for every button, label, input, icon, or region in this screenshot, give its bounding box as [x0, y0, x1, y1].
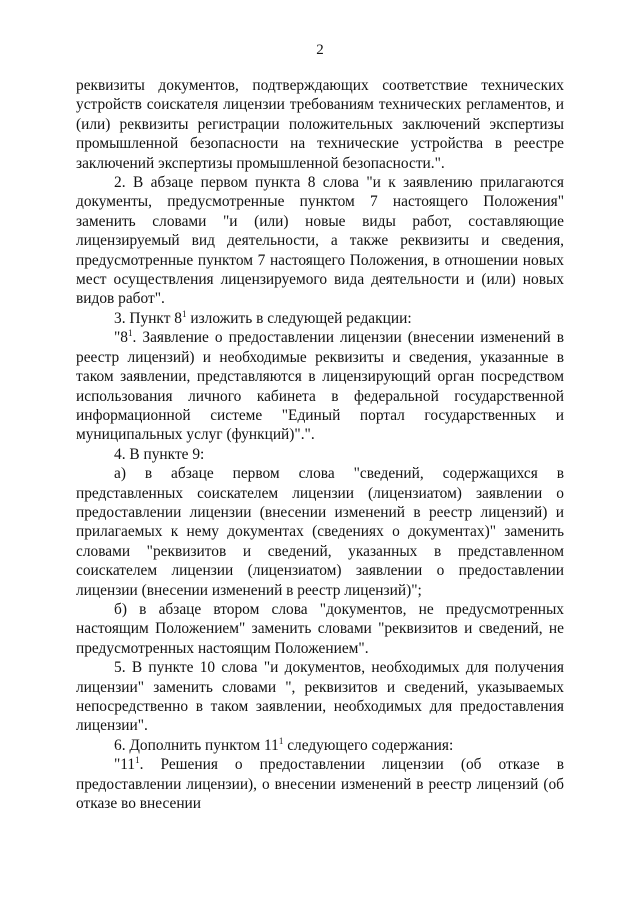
paragraph-item-4: 4. В пункте 9: [114, 445, 205, 463]
paragraph-subitem-b: б) в абзаце втором слова "документов, не предусмотренных настоящим Положением" заменить словами "реквизитов и сведений, не предусмотренных настоящим Положением". [76, 600, 564, 657]
paragraph-item-6-rest: следующего содержания: [283, 736, 454, 754]
paragraph-subitem-a: а) в абзаце первом слова "сведений, содержащихся в представленных соискателем лицензии (лицензиатом) заявлении о предоставлении лицензии (внесении изменений в реестр лицензий) и прилагаемых к нему документах (сведениях о документах)" заменить словами "реквизитов и сведений, указанных в представленном соискателем лицензии (лицензиатом) заявлении о предоставлении лицензии (внесении изменений в реестр лицензий)"; [76, 465, 564, 599]
paragraph-quote-rest: . Решения о предоставлении лицензии (об отказе в предоставлении лицензии), о внесении изменений в реестр лицензий (об отказе во внесении [76, 756, 564, 813]
paragraph-quote-text: "11 [114, 756, 136, 774]
superscript: 1 [181, 308, 187, 319]
paragraph-item-5: 5. В пункте 10 слова "и документов, необходимых для получения лицензии" заменить словами ", реквизитов и сведений, указываемых непосредственно в таком заявлении, необходимых для предоставления лицензии". [76, 659, 564, 735]
paragraph-item-8-1-quote [76, 328, 564, 444]
page-number: 2 [316, 42, 324, 58]
paragraph-continuation: реквизиты документов, подтверждающих соответствие технических устройств соискателя лицензии требованиям технических регламентов, и (или) реквизиты регистрации положительных заключений экспертизы промышленной безопасности на технические устройства в реестре заключений экспертизы промышленной безопасности.". [76, 77, 564, 172]
superscript: 1 [127, 328, 133, 339]
paragraph-item-3-text: 3. Пункт 8 [114, 309, 182, 327]
paragraph-item-6 [76, 736, 564, 755]
document-body [76, 76, 564, 813]
paragraph-item-3-rest: изложить в следующей редакции: [186, 309, 412, 327]
superscript: 1 [278, 735, 284, 746]
paragraph-quote-rest: . Заявление о предоставлении лицензии (внесении изменений в реестр лицензий) и необходимые реквизиты и сведения, указанные в таком заявлении, представляются в лицензирующий орган посредством использования личного кабинета в федеральной государственной информационной системе "Единый портал государственных и муниципальных услуг (функций)".". [76, 329, 564, 444]
paragraph-item-3 [76, 309, 564, 328]
superscript: 1 [135, 755, 140, 766]
paragraph-item-2: 2. В абзаце первом пункта 8 слова "и к заявлению прилагаются документы, предусмотренные пунктом 7 настоящего Положения" заменить словами "и (или) новые виды работ, составляющие лицензируемый вид деятельности, а также реквизиты и сведения, предусмотренные пунктом 7 настоящего Положения, в отношении новых мест осуществления лицензируемого вида деятельности и (или) новых видов работ". [76, 174, 564, 308]
paragraph-item-11-1-quote [76, 755, 564, 813]
paragraph-quote-text: "8 [114, 329, 128, 347]
paragraph-item-6-text: 6. Дополнить пунктом 11 [114, 736, 279, 754]
